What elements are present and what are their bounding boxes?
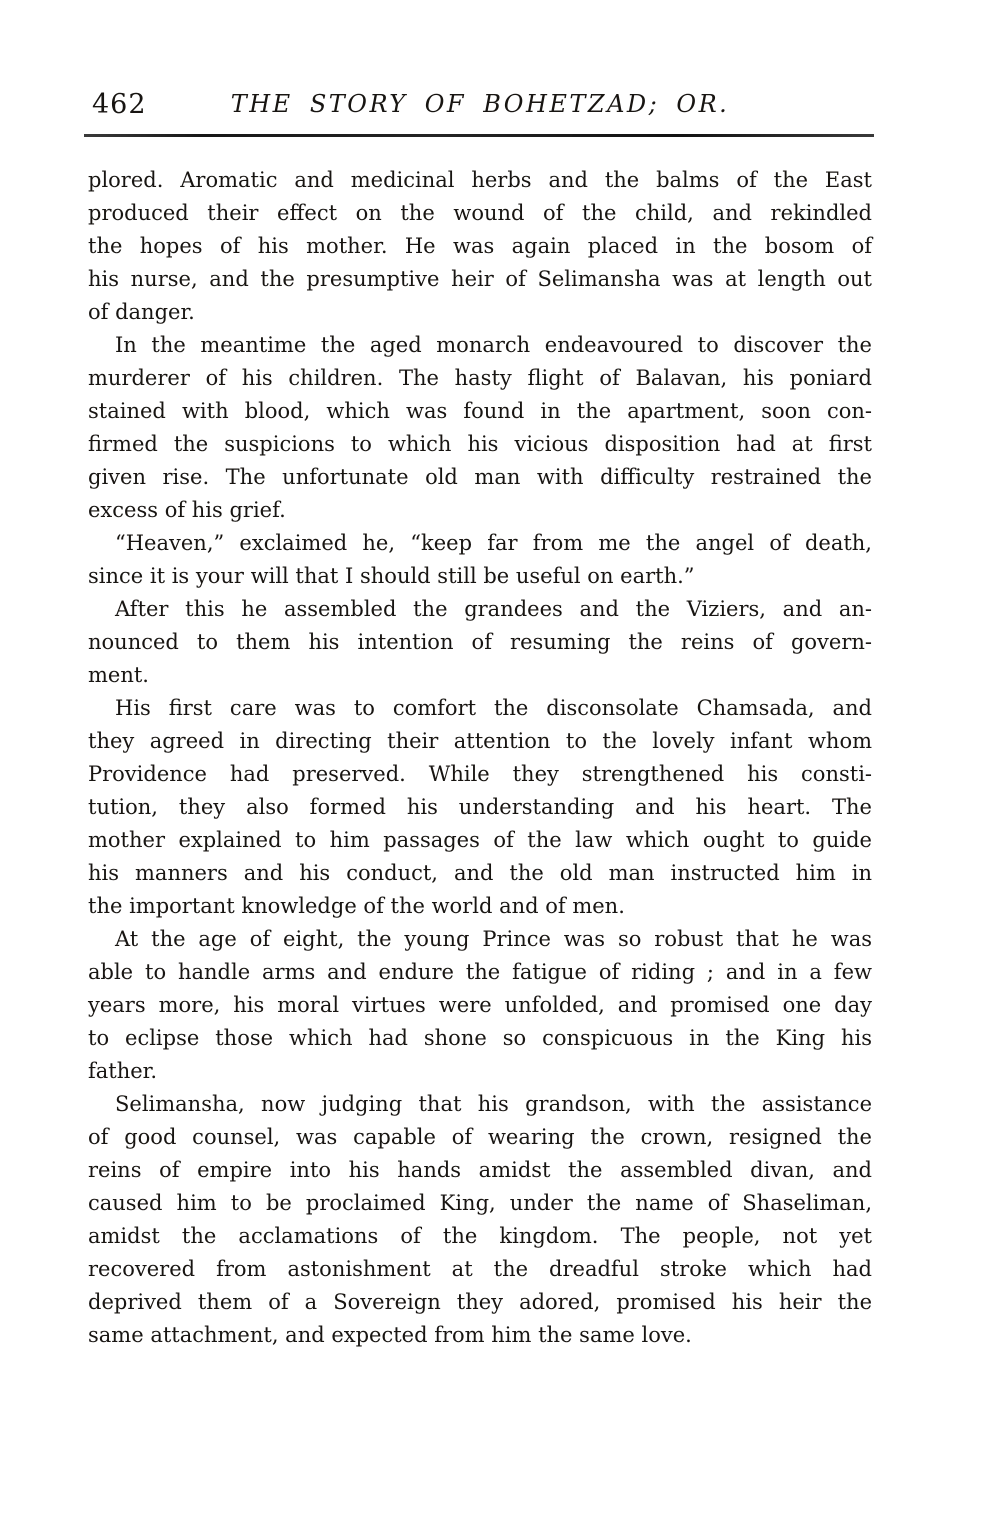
page-header bbox=[88, 86, 872, 126]
paragraph bbox=[88, 1088, 872, 1352]
text-line: excess of his grief. bbox=[88, 498, 286, 522]
text-line: able to handle arms and endure the fatigue of riding ; and in a few bbox=[88, 960, 872, 984]
text-line: recovered from astonishment at the dreadful stroke which had bbox=[88, 1257, 872, 1281]
text-line: murderer of his children. The hasty flight of Balavan, his poniard bbox=[88, 366, 872, 390]
paragraph bbox=[88, 593, 872, 692]
text-line: mother explained to him passages of the law which ought to guide bbox=[88, 828, 872, 852]
text-line: father. bbox=[88, 1059, 158, 1083]
paragraph bbox=[88, 527, 872, 593]
paragraph bbox=[88, 692, 872, 923]
text-line: the hopes of his mother. He was again placed in the bosom of bbox=[88, 234, 872, 258]
text-line: of danger. bbox=[88, 300, 195, 324]
text-line: “Heaven,” exclaimed he, “keep far from me the angel of death, bbox=[115, 531, 872, 555]
text-line: nounced to them his intention of resuming the reins of govern- bbox=[88, 630, 872, 654]
paragraph bbox=[88, 923, 872, 1088]
text-line: to eclipse those which had shone so conspicuous in the King his bbox=[88, 1026, 872, 1050]
text-line: reins of empire into his hands amidst the assembled divan, and bbox=[88, 1158, 872, 1182]
text-line: Providence had preserved. While they strengthened his consti- bbox=[88, 762, 872, 786]
text-line: given rise. The unfortunate old man with difficulty restrained the bbox=[88, 465, 872, 489]
text-line: plored. Aromatic and medicinal herbs and the balms of the East bbox=[88, 168, 872, 192]
text-line: After this he assembled the grandees and the Viziers, and an- bbox=[115, 597, 872, 621]
text-line: they agreed in directing their attention to the lovely infant whom bbox=[88, 729, 872, 753]
text-line: of good counsel, was capable of wearing the crown, resigned the bbox=[88, 1125, 872, 1149]
text-line: amidst the acclamations of the kingdom. The people, not yet bbox=[88, 1224, 872, 1248]
text-line: deprived them of a Sovereign they adored, promised his heir the bbox=[88, 1290, 872, 1314]
text-line: tution, they also formed his understanding and his heart. The bbox=[88, 795, 872, 819]
text-line: since it is your will that I should still be useful on earth.” bbox=[88, 564, 695, 588]
text-line: same attachment, and expected from him the same love. bbox=[88, 1323, 692, 1347]
header-rule bbox=[84, 134, 874, 137]
paragraph bbox=[88, 164, 872, 329]
text-line: firmed the suspicions to which his vicious disposition had at first bbox=[88, 432, 872, 456]
text-line: years more, his moral virtues were unfolded, and promised one day bbox=[88, 993, 872, 1017]
text-line: the important knowledge of the world and of men. bbox=[88, 894, 625, 918]
text-line: his manners and his conduct, and the old man instructed him in bbox=[88, 861, 872, 885]
text-column bbox=[88, 0, 872, 1352]
text-line: His first care was to comfort the disconsolate Chamsada, and bbox=[115, 696, 872, 720]
text-line: produced their effect on the wound of the child, and rekindled bbox=[88, 201, 872, 225]
paragraph bbox=[88, 329, 872, 527]
text-line: At the age of eight, the young Prince was so robust that he was bbox=[115, 927, 872, 951]
text-line: stained with blood, which was found in the apartment, soon con- bbox=[88, 399, 872, 423]
text-line: caused him to be proclaimed King, under the name of Shaseliman, bbox=[88, 1191, 872, 1215]
text-line: his nurse, and the presumptive heir of Selimansha was at length out bbox=[88, 267, 872, 291]
text-line: ment. bbox=[88, 663, 149, 687]
text-line: In the meantime the aged monarch endeavoured to discover the bbox=[115, 333, 872, 357]
page-number: 462 bbox=[92, 89, 147, 120]
text-line: Selimansha, now judging that his grandson, with the assistance bbox=[115, 1092, 872, 1116]
running-title: THE STORY OF BOHETZAD; OR. bbox=[230, 90, 730, 118]
page-body bbox=[88, 164, 872, 1352]
